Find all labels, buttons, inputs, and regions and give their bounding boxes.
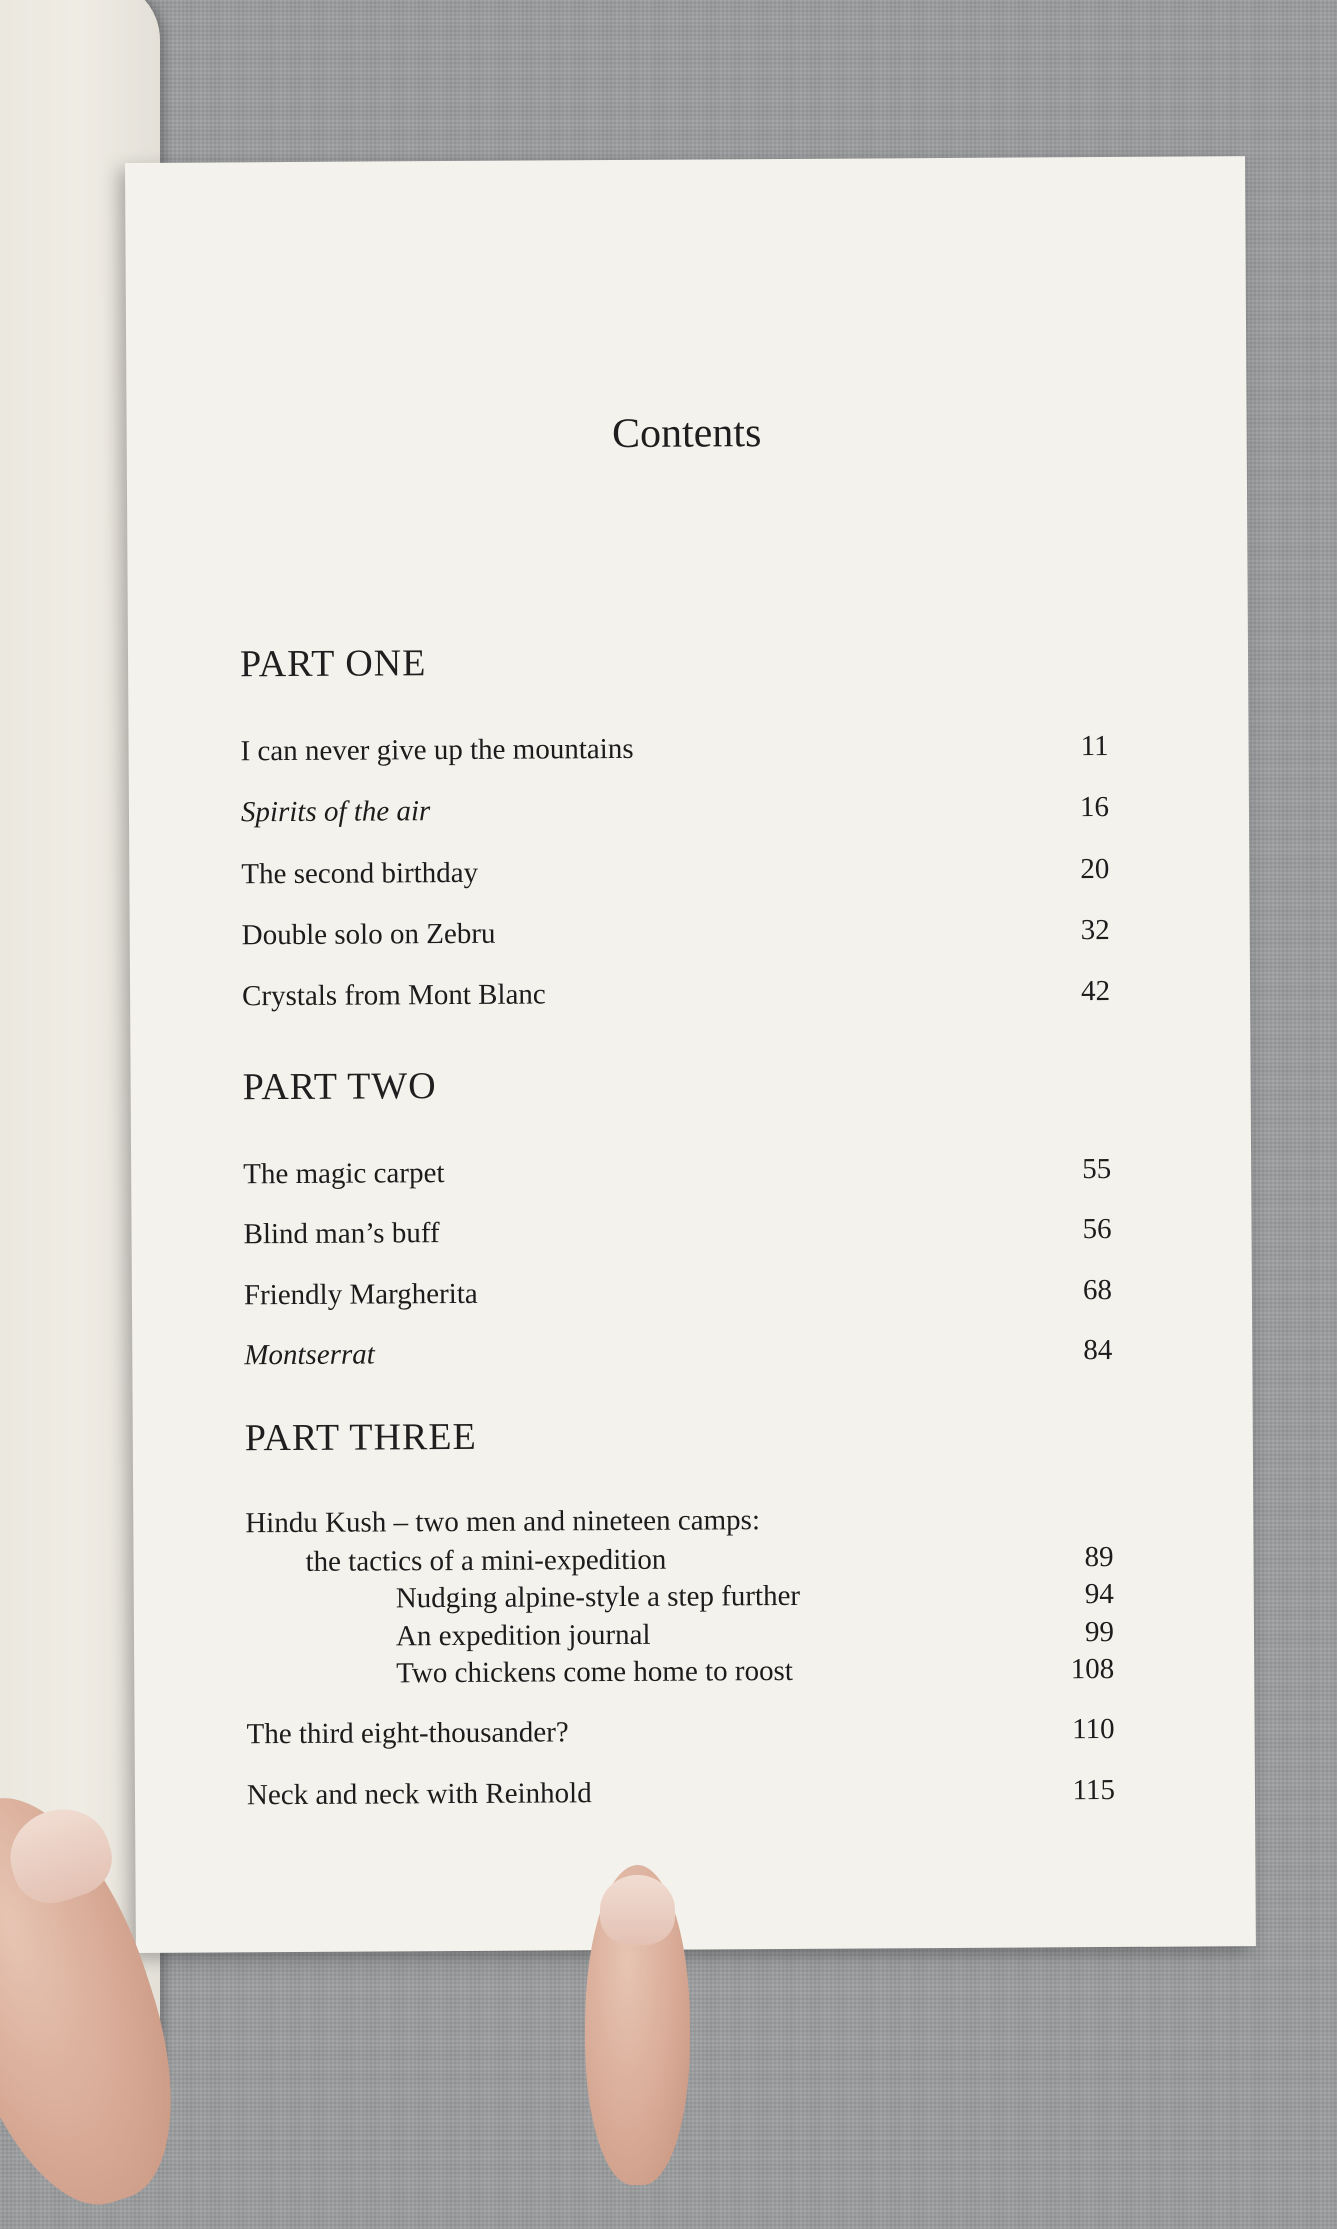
toc-entry[interactable]	[245, 1502, 1113, 1547]
part-three-heading: PART THREE	[244, 1415, 477, 1460]
toc-entry-page: 99	[1084, 1615, 1115, 1649]
toc-entry-page: 42	[1080, 974, 1111, 1008]
toc-entry-title: Blind man’s buff	[243, 1217, 440, 1251]
thumb-bottom-nail	[600, 1875, 675, 1945]
toc-entry-title: Montserrat	[244, 1338, 375, 1372]
toc-entry-page: 20	[1080, 853, 1110, 886]
toc-entry-title: The third eight-thousander?	[246, 1716, 569, 1751]
part-one-heading: PART ONE	[239, 642, 427, 686]
toc-entry-page: 84	[1083, 1333, 1113, 1367]
toc-entry-title: Friendly Margherita	[243, 1277, 478, 1312]
toc-entry-page: 56	[1082, 1212, 1112, 1246]
toc-entry-page: 89	[1084, 1540, 1114, 1574]
toc-entry-title: The second birthday	[241, 856, 479, 891]
toc-entry-title: An expedition journal	[395, 1618, 651, 1653]
toc-entry-page: 115	[1072, 1773, 1116, 1807]
toc-entry-title: Hindu Kush – two men and nineteen camps:	[245, 1504, 761, 1540]
toc-entry[interactable]	[242, 975, 1110, 1020]
toc-entry[interactable]	[243, 1153, 1111, 1198]
toc-entry[interactable]	[244, 1274, 1112, 1319]
toc-entry-title: Double solo on Zebru	[241, 917, 496, 952]
toc-entry[interactable]	[240, 730, 1108, 775]
toc-entry-title: Spirits of the air	[240, 795, 431, 829]
toc-entry[interactable]	[247, 1713, 1115, 1758]
toc-entry-page: 68	[1082, 1273, 1113, 1307]
toc-entry-page: 16	[1079, 791, 1110, 824]
page-title: Contents	[611, 410, 762, 458]
toc-entry[interactable]	[241, 791, 1109, 836]
toc-entry[interactable]	[247, 1774, 1115, 1819]
toc-entry[interactable]	[242, 914, 1110, 959]
toc-entry-page: 32	[1080, 913, 1110, 947]
part-two-heading: PART TWO	[242, 1065, 437, 1109]
toc-entry-page: 110	[1072, 1712, 1115, 1746]
toc-entry-title: The magic carpet	[243, 1157, 445, 1191]
toc-entry-title: Two chickens come home to roost	[396, 1654, 793, 1690]
toc-entry-title: I can never give up the mountains	[240, 732, 634, 768]
toc-entry-page: 94	[1084, 1577, 1114, 1611]
toc-entry[interactable]	[246, 1653, 1114, 1698]
toc-entry-title: Neck and neck with Reinhold	[246, 1777, 592, 1812]
toc-entry[interactable]	[243, 1213, 1111, 1258]
toc-entry[interactable]	[244, 1334, 1112, 1379]
toc-entry-page: 108	[1070, 1652, 1115, 1686]
toc-entry[interactable]	[241, 853, 1109, 898]
book-page	[125, 156, 1256, 1953]
toc-entry-page: 55	[1082, 1152, 1112, 1186]
toc-entry-title: the tactics of a mini-expedition	[305, 1543, 667, 1578]
toc-entry-title: Nudging alpine-style a step further	[395, 1579, 801, 1615]
toc-entry-page: 11	[1080, 730, 1109, 763]
toc-entry-title: Crystals from Mont Blanc	[241, 978, 546, 1013]
